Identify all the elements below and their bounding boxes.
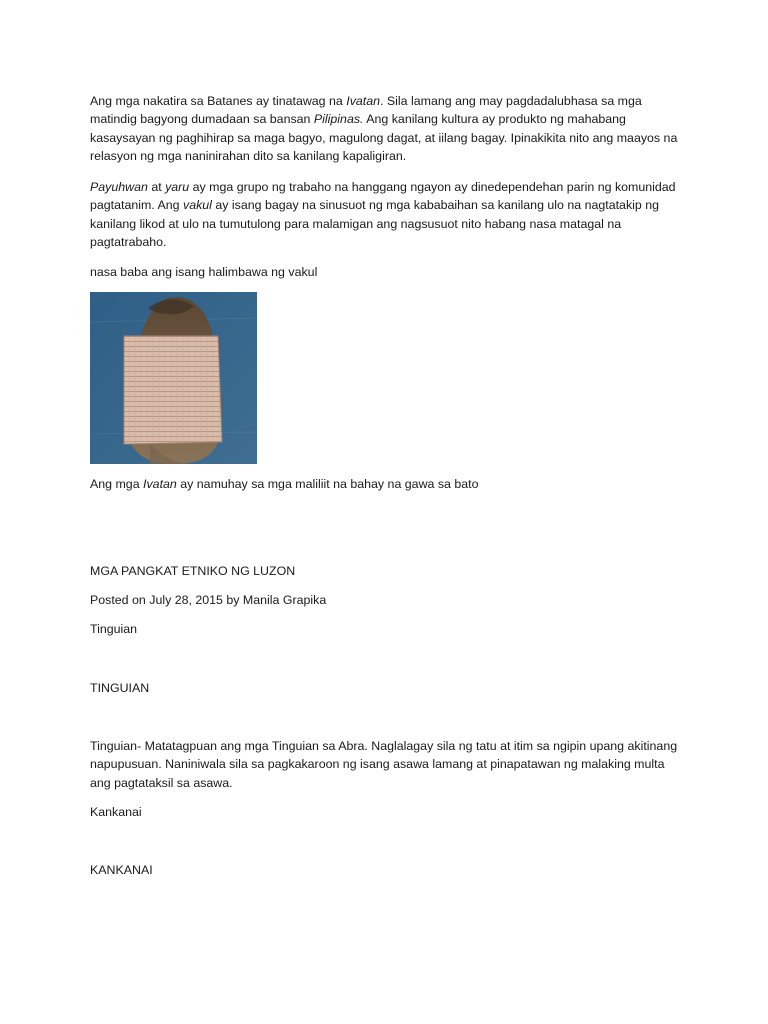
post-byline: Posted on July 28, 2015 by Manila Grapika: [90, 593, 327, 607]
section-heading-pangkat-etniko: MGA PANGKAT ETNIKO NG LUZON: [90, 564, 296, 578]
term-pilipinas: Pilipinas.: [313, 112, 364, 127]
paragraph-vakul-example: nasa baba ang isang halimbawa ng vakul: [90, 265, 318, 279]
vakul-photo: [90, 292, 257, 464]
label-kankanai: Kankanai: [90, 805, 142, 819]
term-vakul: vakul: [183, 198, 212, 213]
label-tinguian: Tinguian: [90, 622, 138, 636]
heading-kankanai: KANKANAI: [90, 863, 153, 877]
term-payuhwan: Payuhwan: [90, 180, 148, 194]
paragraph-tinguian: Tinguian- Matatagpuan ang mga Tinguian sa Abra. Naglalagay sila ng tatu at itim sa ngipin upang akitinang napupusuan. Naniniwala sila sa pagkakaroon ng isang asawa lamang at pinapatawan ng malaking multa ang pagtataksil sa asawa.: [90, 739, 678, 790]
paragraph-ivatan-intro: Ang mga nakatira sa Batanes ay tinatawag na Ivatan. Sila lamang ang may pagdadalubhasa sa mga matindig bagyong dumadaan sa bansan Pilipinas. Ang kanilang kultura ay produkto ng mahabang kasaysayan ng paghihirap sa maga bagyo, magulong dagat, at iilang bagay. Ipinakikita nito ang maayos na relasyon ng mga naninirahan dito sa kanilang kapaligiran.: [90, 94, 678, 164]
term-yaru: yaru: [165, 180, 190, 194]
paragraph-vakul: Payuhwan at yaru ay mga grupo ng trabaho na hanggang ngayon ay dinedependehan parin ng komunidad pagtatanim. Ang vakul ay isang bagay na sinusuot ng mga kababaihan sa kanilang ulo na nagtatakip ng kanilang likod at ulo na tumutulong para malamigan ang nagsusuot nito habang nasa matagal na pagtatrabaho.: [90, 180, 676, 250]
photo-caption: Ang mga Ivatan ay namuhay sa mga maliliit na bahay na gawa sa bato: [90, 477, 479, 491]
heading-tinguian: TINGUIAN: [90, 681, 150, 695]
term-ivatan-caption: Ivatan: [143, 477, 177, 491]
term-ivatan: Ivatan: [346, 94, 381, 108]
